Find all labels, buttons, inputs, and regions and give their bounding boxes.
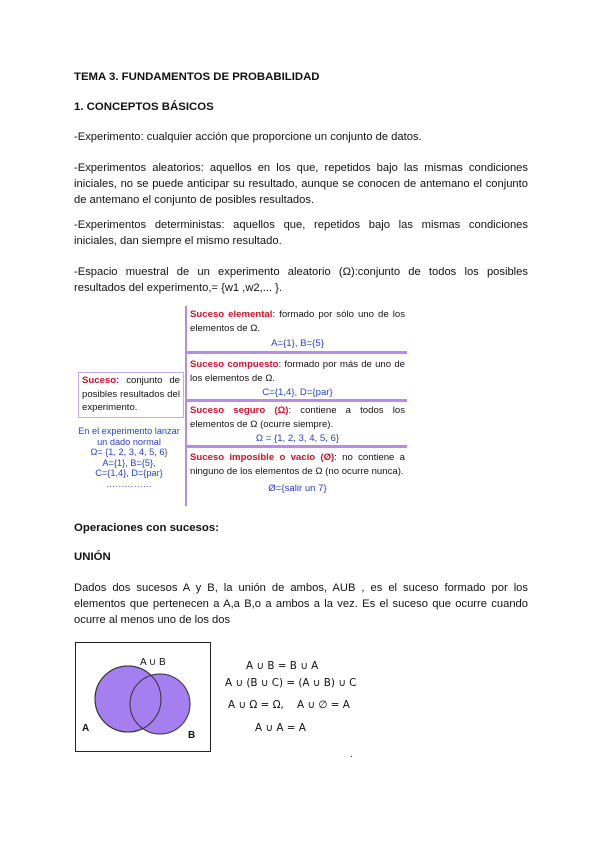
item-example: A={1}, B={5} [271,338,324,349]
formula-neutro: A ∪ Ω = Ω, A ∪ ∅ = A [228,699,350,711]
suceso-diagram [74,300,414,512]
union-heading: UNIÓN [74,551,111,563]
venn-union-label: A ∪ B [140,657,166,668]
suceso-definition: conjunto de posibles resultados del experimento. [82,375,180,413]
item-term: Suceso elemental [190,309,273,320]
venn-label-a: A [82,723,90,734]
example-line: …………… [106,478,152,489]
paragraph-experimento: -Experimento: cualquier acción que proporcione un conjunto de datos. [74,131,422,143]
venn-label-b: B [188,730,196,741]
suceso-compuesto [190,358,405,400]
formula-idempotente: A ∪ A = A [255,722,306,734]
suceso-term: Suceso: [82,375,120,386]
section-heading: 1. CONCEPTOS BÁSICOS [74,101,214,113]
union-paragraph: Dados dos sucesos A y B, la unión de ambos, AUB , es el suceso formado por los elementos que pertenecen a A,a B,o a ambos a la vez. Es el suceso que ocurre cuando ocurre al menos uno de los dos [74,582,528,626]
item-definition: : contiene a todos los elementos de Ω (ocurre siempre). [190,405,406,430]
item-definition: : formado por más de uno de los elementos de Ω. [190,359,405,384]
suceso-elemental [190,308,405,351]
item-divider [186,351,407,354]
suceso-imposible [190,451,405,496]
paragraph-aleatorios: -Experimentos aleatorios: aquellos en los que, repetidos bajo las mismas condiciones iniciales, no se puede anticipar su resultado, aunque se conocen de antemano el conjunto de antemano el conjunto de posibles resultados. [74,162,528,206]
paragraph-deterministas: -Experimentos deterministas: aquellos que, repetidos bajo las mismas condiciones iniciales, dan siempre el mismo resultado. [74,219,528,247]
operaciones-heading: Operaciones con sucesos: [74,522,219,534]
item-example: Ø={salir un 7} [268,483,327,494]
circle-b [130,674,190,734]
paragraph-espacio-muestral: -Espacio muestral de un experimento aleatorio (Ω):conjunto de todos los posibles resultados del experimento,= {w1 ,w2,... }. [74,266,528,294]
item-example: C={1,4}, D={par} [262,387,333,398]
suceso-seguro [190,404,405,446]
trailing-dot: . [350,749,353,760]
item-term: Suceso compuesto [190,359,279,370]
item-example: Ω = {1, 2, 3, 4, 5, 6} [255,433,340,444]
item-term: Suceso seguro (Ω) [190,405,289,416]
item-term: Suceso imposible o vacío (Ø) [190,452,335,463]
item-divider [186,445,407,448]
example-line: A={1}, B={5}, [102,457,156,468]
formula-conmutativa: A ∪ B = B ∪ A [246,660,319,672]
formula-asociativa: A ∪ (B ∪ C) = (A ∪ B) ∪ C [225,677,357,689]
example-line: En el experimento lanzar [78,426,180,436]
dice-example [74,426,184,489]
venn-diagram [75,642,211,752]
document-title: TEMA 3. FUNDAMENTOS DE PROBABILIDAD [74,71,320,83]
item-definition: : no contiene a ninguno de los elementos de Ω (no ocurre nunca). [190,452,405,477]
example-line: Ω= {1, 2, 3, 4, 5, 6} [90,447,168,457]
suceso-definition-box [78,372,184,418]
bracket-line [185,306,187,506]
example-line: un dado normal [97,436,161,447]
item-definition: : formado por sólo uno de los elementos de Ω. [190,309,405,334]
example-line: C={1,4}, D={par} [95,468,163,478]
item-divider [186,399,407,402]
